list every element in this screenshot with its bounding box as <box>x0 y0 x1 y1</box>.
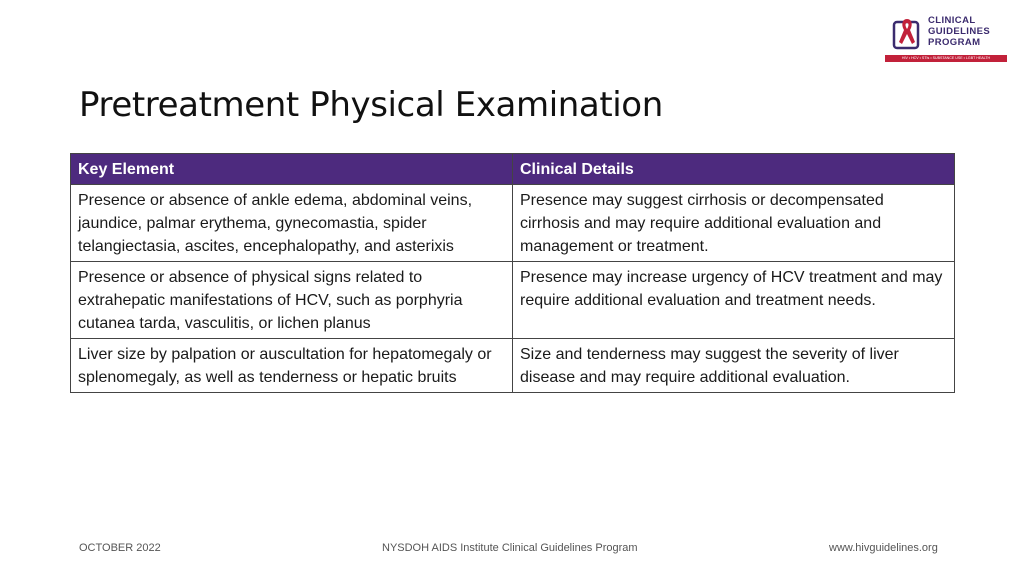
clinical-details-cell: Presence may suggest cirrhosis or decompensated cirrhosis and may require additional evaluation and management or treatment. <box>513 185 955 262</box>
logo-line-3: PROGRAM <box>928 37 981 48</box>
logo-line-2: GUIDELINES <box>928 26 991 37</box>
clinical-details-cell: Presence may increase urgency of HCV treatment and may require additional evaluation and treatment needs. <box>513 262 955 339</box>
key-element-cell: Presence or absence of physical signs related to extrahepatic manifestations of HCV, such as porphyria cutanea tarda, vasculitis, or lichen planus <box>71 262 513 339</box>
table-row <box>71 185 955 262</box>
logo-line-1: CLINICAL <box>928 15 976 26</box>
key-element-cell: Liver size by palpation or auscultation for hepatomegaly or splenomegaly, as well as tenderness or hepatic bruits <box>71 339 513 393</box>
header-clinical-details: Clinical Details <box>513 154 955 185</box>
footer-date: OCTOBER 2022 <box>79 542 161 554</box>
examination-table <box>70 153 955 393</box>
footer-organization: NYSDOH AIDS Institute Clinical Guidelines Program <box>382 542 638 554</box>
table-header-row <box>71 154 955 185</box>
clinical-guidelines-program-logo <box>885 14 1009 64</box>
key-element-cell: Presence or absence of ankle edema, abdominal veins, jaundice, palmar erythema, gynecomastia, spider telangiectasia, ascites, encephalopathy, and asterixis <box>71 185 513 262</box>
footer-url[interactable]: www.hivguidelines.org <box>829 542 938 554</box>
slide-title: Pretreatment Physical Examination <box>79 84 663 125</box>
table-row <box>71 339 955 393</box>
header-key-element: Key Element <box>71 154 513 185</box>
red-ribbon-icon <box>892 16 924 50</box>
logo-wordmark <box>928 15 990 48</box>
clinical-details-cell: Size and tenderness may suggest the severity of liver disease and may require additional evaluation. <box>513 339 955 393</box>
logo-tagline: HIV • HCV • STIs • SUBSTANCE USE • LGBT HEALTH <box>885 55 1007 62</box>
table-row <box>71 262 955 339</box>
